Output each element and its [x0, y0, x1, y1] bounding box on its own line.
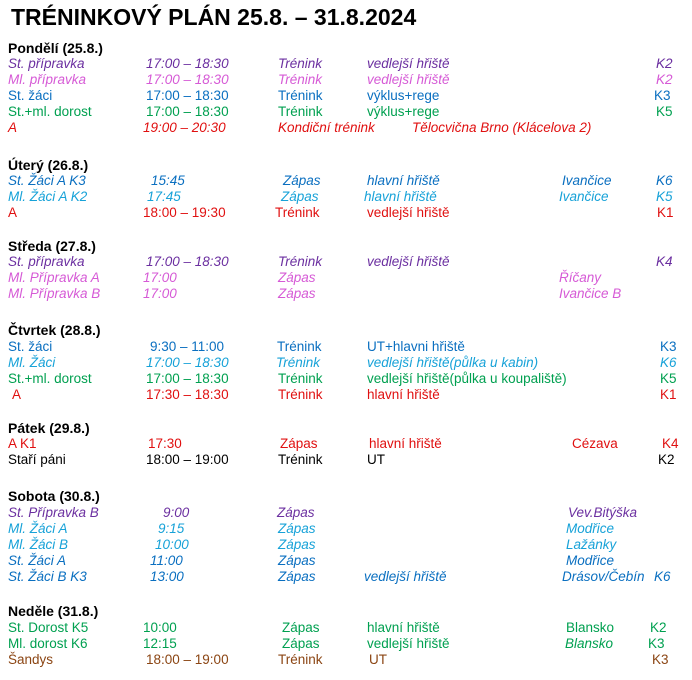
team-cell: St.+ml. dorost	[8, 104, 92, 119]
venue-cell: výklus+rege	[367, 88, 440, 103]
coach-cell: K4	[656, 254, 673, 269]
venue-cell: hlavní hřiště	[369, 436, 442, 451]
coach-cell: K5	[656, 104, 673, 119]
venue-cell: hlavní hřiště	[364, 189, 437, 204]
time-cell: 13:00	[150, 569, 184, 584]
coach-cell: K2	[656, 56, 673, 71]
time-cell: 9:15	[158, 521, 185, 536]
day-heading-wednesday: Středa (27.8.)	[8, 238, 96, 254]
schedule-row	[0, 636, 692, 652]
time-cell: 12:15	[143, 636, 177, 651]
time-cell: 17:00 – 18:30	[146, 56, 229, 71]
time-cell: 17:30	[148, 436, 182, 451]
activity-cell: Zápas	[277, 505, 315, 520]
team-cell: Šandys	[8, 652, 54, 667]
schedule-row	[0, 88, 692, 104]
time-cell: 18:00 – 19:30	[143, 205, 226, 220]
team-cell: St. přípravka	[8, 254, 85, 269]
time-cell: 11:00	[150, 553, 183, 568]
venue-cell: vedlejší hřiště(půlka u koupaliště)	[367, 371, 567, 386]
schedule-row	[0, 189, 692, 205]
page-title: TRÉNINKOVÝ PLÁN 25.8. – 31.8.2024	[11, 4, 417, 30]
activity-cell: Trénink	[278, 254, 323, 269]
team-cell: A	[12, 387, 22, 402]
time-cell: 18:00 – 19:00	[146, 652, 229, 667]
activity-cell: Trénink	[278, 652, 323, 667]
venue-cell: hlavní hřiště	[367, 620, 440, 635]
team-cell: Ml. dorost K6	[8, 636, 88, 651]
venue-cell: výklus+rege	[367, 104, 440, 119]
coach-cell: K3	[648, 636, 665, 651]
time-cell: 18:00 – 19:00	[146, 452, 229, 467]
opponent-cell: Blansko	[565, 636, 614, 651]
team-cell: Ml. Žáci B	[8, 537, 69, 552]
time-cell: 10:00	[143, 620, 177, 635]
venue-cell: hlavní hřiště	[367, 387, 440, 402]
team-cell: St. Žáci B K3	[8, 569, 87, 584]
activity-cell: Zápas	[278, 270, 316, 285]
team-cell: St. Žáci A K3	[8, 173, 86, 188]
time-cell: 10:00	[155, 537, 189, 552]
coach-cell: K2	[658, 452, 675, 467]
activity-cell: Zápas	[278, 521, 316, 536]
activity-cell: Zápas	[278, 537, 316, 552]
activity-cell: Trénink	[278, 88, 323, 103]
venue-cell: vedlejší hřiště	[367, 254, 450, 269]
activity-cell: Zápas	[278, 569, 316, 584]
team-cell: St.+ml. dorost	[8, 371, 92, 386]
venue-cell: vedlejší hřiště	[367, 636, 450, 651]
venue-cell: UT+hlavni hřiště	[367, 339, 465, 354]
opponent-cell: Blansko	[566, 620, 615, 635]
schedule-row	[0, 569, 692, 585]
team-cell: Staří páni	[8, 452, 66, 467]
schedule-row	[0, 553, 692, 569]
schedule-row	[0, 436, 692, 452]
activity-cell: Zápas	[282, 636, 320, 651]
opponent-cell: Ivančice	[562, 173, 612, 188]
schedule-row	[0, 371, 692, 387]
opponent-cell: Cézava	[572, 436, 618, 451]
team-cell: Ml. Žáci	[8, 355, 56, 370]
activity-cell: Zápas	[283, 173, 321, 188]
coach-cell: K6	[660, 355, 677, 370]
schedule-row	[0, 254, 692, 270]
coach-cell: K3	[660, 339, 677, 354]
coach-cell: K5	[656, 189, 673, 204]
opponent-cell: Modřice	[566, 521, 615, 536]
schedule-row	[0, 452, 692, 468]
time-cell: 17:45	[147, 189, 181, 204]
activity-cell: Zápas	[278, 553, 316, 568]
team-cell: A	[8, 120, 18, 135]
activity-cell: Trénink	[278, 104, 323, 119]
opponent-cell: Vev.Bitýška	[568, 505, 638, 520]
activity-cell: Trénink	[278, 56, 323, 71]
schedule-row	[0, 120, 692, 136]
day-heading-monday: Pondělí (25.8.)	[8, 40, 103, 56]
activity-cell: Trénink	[276, 355, 321, 370]
schedule-row	[0, 104, 692, 120]
coach-cell: K2	[650, 620, 667, 635]
team-cell: Ml. přípravka	[8, 72, 87, 87]
schedule-row	[0, 56, 692, 72]
coach-cell: K6	[654, 569, 671, 584]
team-cell: Ml. Přípravka A	[8, 270, 100, 285]
venue-cell: vedlejší hřiště	[367, 56, 450, 71]
activity-cell: Trénink	[278, 371, 323, 386]
day-heading-friday: Pátek (29.8.)	[8, 420, 90, 436]
time-cell: 17:00 – 18:30	[146, 88, 229, 103]
coach-cell: K6	[656, 173, 673, 188]
coach-cell: K1	[660, 387, 677, 402]
time-cell: 17:00 – 18:30	[146, 104, 229, 119]
coach-cell: K1	[657, 205, 674, 220]
schedule-row	[0, 387, 692, 403]
team-cell: Ml. Žáci A K2	[8, 189, 88, 204]
venue-cell: vedlejší hřiště(půlka u kabin)	[367, 355, 539, 370]
activity-cell: Trénink	[278, 452, 323, 467]
schedule-row	[0, 173, 692, 189]
schedule-row	[0, 521, 692, 537]
time-cell: 17:00	[143, 270, 177, 285]
schedule-row	[0, 355, 692, 371]
activity-cell: Trénink	[275, 205, 320, 220]
day-heading-sunday: Neděle (31.8.)	[8, 603, 99, 619]
day-heading-saturday: Sobota (30.8.)	[8, 488, 100, 504]
team-cell: St. Přípravka B	[8, 505, 99, 520]
team-cell: St. žáci	[8, 88, 53, 103]
team-cell: St. přípravka	[8, 56, 85, 71]
time-cell: 15:45	[151, 173, 185, 188]
opponent-cell: Ivančice	[559, 189, 609, 204]
activity-cell: Trénink	[277, 339, 322, 354]
activity-cell: Kondiční trénink	[278, 120, 375, 135]
activity-cell: Zápas	[278, 286, 316, 301]
team-cell: St. Žáci A	[8, 553, 67, 568]
team-cell: A K1	[8, 436, 37, 451]
opponent-cell: Drásov/Čebín	[562, 569, 645, 584]
coach-cell: K4	[662, 436, 679, 451]
schedule-row	[0, 537, 692, 553]
schedule-row	[0, 505, 692, 521]
schedule-row	[0, 270, 692, 286]
coach-cell: K5	[660, 371, 677, 386]
schedule-row	[0, 620, 692, 636]
venue-cell: vedlejší hřiště	[367, 72, 450, 87]
venue-cell: vedlejší hřiště	[367, 205, 450, 220]
coach-cell: K2	[656, 72, 673, 87]
schedule-row	[0, 72, 692, 88]
venue-cell: Tělocvična Brno (Klácelova 2)	[412, 120, 592, 135]
time-cell: 17:00 – 18:30	[146, 72, 229, 87]
time-cell: 17:00 – 18:30	[146, 371, 229, 386]
day-heading-thursday: Čtvrtek (28.8.)	[8, 322, 101, 338]
opponent-cell: Lažánky	[566, 537, 617, 552]
team-cell: Ml. Žáci A	[8, 521, 68, 536]
activity-cell: Zápas	[280, 436, 318, 451]
schedule-row	[0, 286, 692, 302]
coach-cell: K3	[652, 652, 669, 667]
schedule-row	[0, 205, 692, 221]
activity-cell: Zápas	[282, 620, 320, 635]
venue-cell: vedlejší hřiště	[364, 569, 447, 584]
team-cell: A	[8, 205, 18, 220]
day-heading-tuesday: Úterý (26.8.)	[8, 157, 89, 173]
activity-cell: Trénink	[278, 387, 323, 402]
time-cell: 17:00 – 18:30	[146, 254, 229, 269]
team-cell: St. Dorost K5	[8, 620, 89, 635]
opponent-cell: Ivančice B	[559, 286, 622, 301]
time-cell: 9:00	[163, 505, 190, 520]
opponent-cell: Říčany	[559, 270, 602, 285]
team-cell: Ml. Přípravka B	[8, 286, 101, 301]
schedule-row	[0, 652, 692, 668]
coach-cell: K3	[654, 88, 671, 103]
time-cell: 9:30 – 11:00	[150, 339, 225, 354]
time-cell: 17:00	[143, 286, 177, 301]
activity-cell: Zápas	[281, 189, 319, 204]
opponent-cell: Modřice	[566, 553, 615, 568]
venue-cell: hlavní hřiště	[367, 173, 440, 188]
venue-cell: UT	[369, 652, 387, 667]
schedule-row	[0, 339, 692, 355]
time-cell: 17:30 – 18:30	[146, 387, 229, 402]
team-cell: St. žáci	[8, 339, 53, 354]
activity-cell: Trénink	[278, 72, 323, 87]
time-cell: 17:00 – 18:30	[146, 355, 229, 370]
venue-cell: UT	[367, 452, 385, 467]
time-cell: 19:00 – 20:30	[143, 120, 226, 135]
